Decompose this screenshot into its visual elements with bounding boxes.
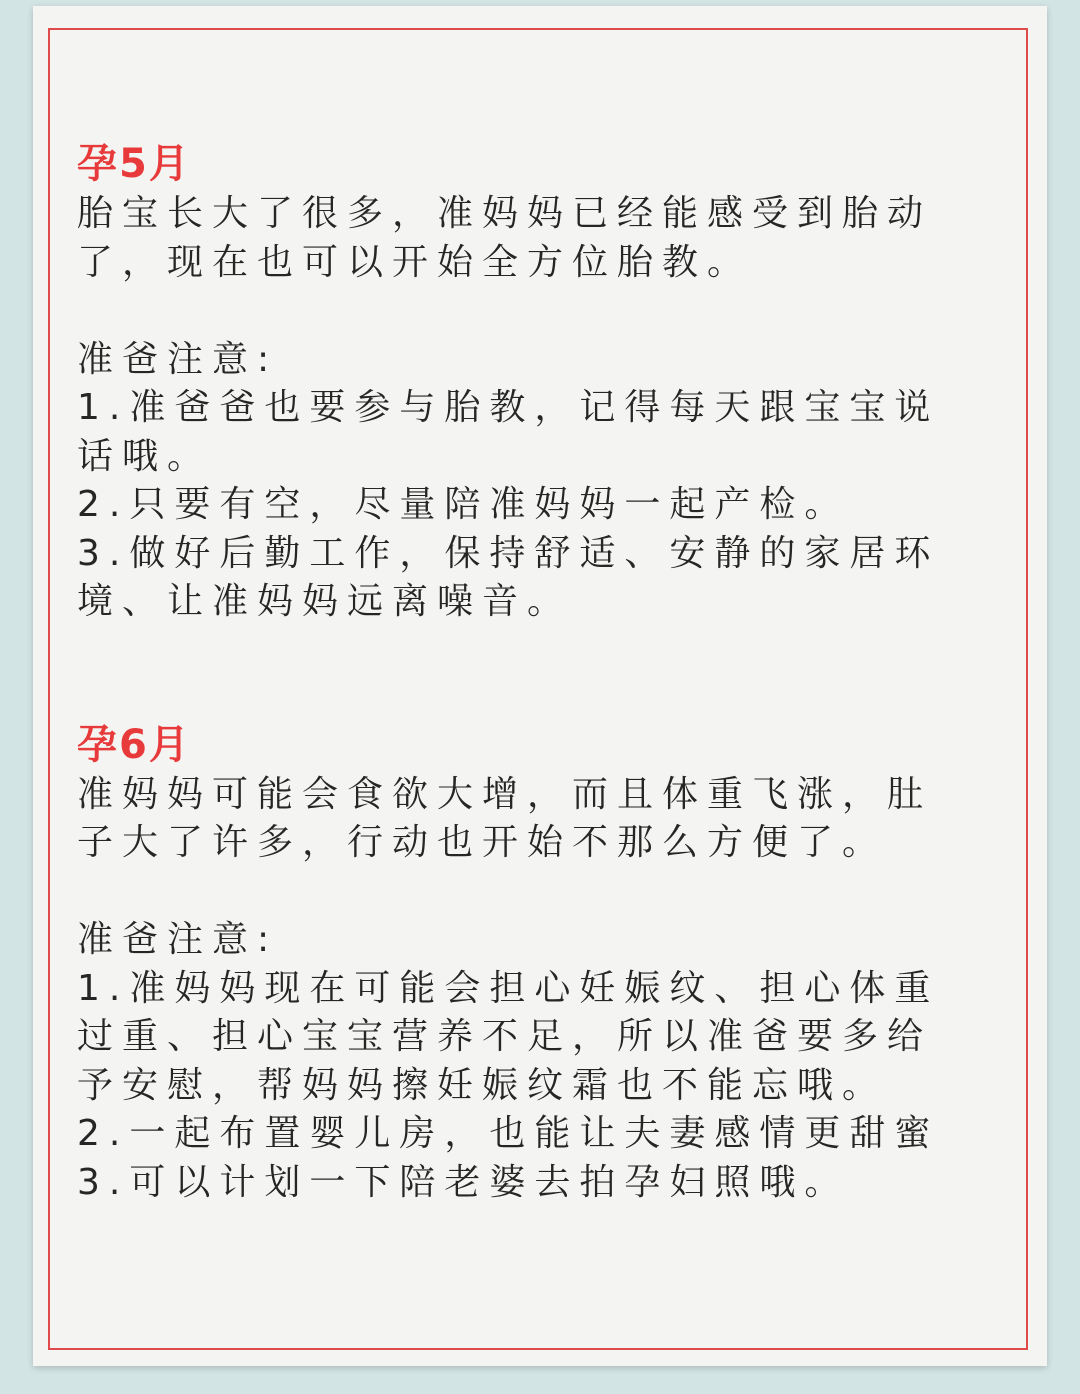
notes-title: 准爸注意: xyxy=(77,338,279,380)
note-line: 1.准妈妈现在可能会担心妊娠纹、担心体重 xyxy=(77,967,940,1009)
note-line: 2.一起布置婴儿房，也能让夫妻感情更甜蜜 xyxy=(77,1113,940,1154)
note-line: 2.只要有空，尽量陪准妈妈一起产检。 xyxy=(77,484,850,525)
note-line: 3.可以计划一下陪老婆去拍孕妇照哦。 xyxy=(77,1161,850,1203)
note-line: 予安慰，帮妈妈擦妊娠纹霜也不能忘哦。 xyxy=(77,1064,888,1106)
notes-title: 准爸注意: xyxy=(77,919,279,960)
intro-line: 胎宝长大了很多，准妈妈已经能感受到胎动 xyxy=(77,193,933,234)
intro-line: 子大了许多，行动也开始不那么方便了。 xyxy=(77,822,888,863)
article-content xyxy=(77,138,1007,1207)
note-line: 话哦。 xyxy=(77,435,213,477)
intro-line: 准妈妈可能会食欲大增，而且体重飞涨，肚 xyxy=(77,773,933,815)
paper-card xyxy=(33,6,1047,1366)
section-month-6 xyxy=(77,719,1007,1208)
intro-line: 了，现在也可以开始全方位胎教。 xyxy=(77,241,753,283)
spacer xyxy=(77,868,1007,917)
note-line: 1.准爸爸也要参与胎教，记得每天跟宝宝说 xyxy=(77,387,940,428)
section-heading: 孕6月 xyxy=(77,721,191,768)
note-line: 过重、担心宝宝营养不足，所以准爸要多给 xyxy=(77,1016,933,1057)
section-month-5 xyxy=(77,138,1007,627)
section-heading: 孕5月 xyxy=(77,141,191,187)
note-line: 3.做好后勤工作，保持舒适、安静的家居环 xyxy=(77,532,940,574)
note-line: 境、让准妈妈远离噪音。 xyxy=(77,581,573,622)
spacer xyxy=(77,287,1007,336)
